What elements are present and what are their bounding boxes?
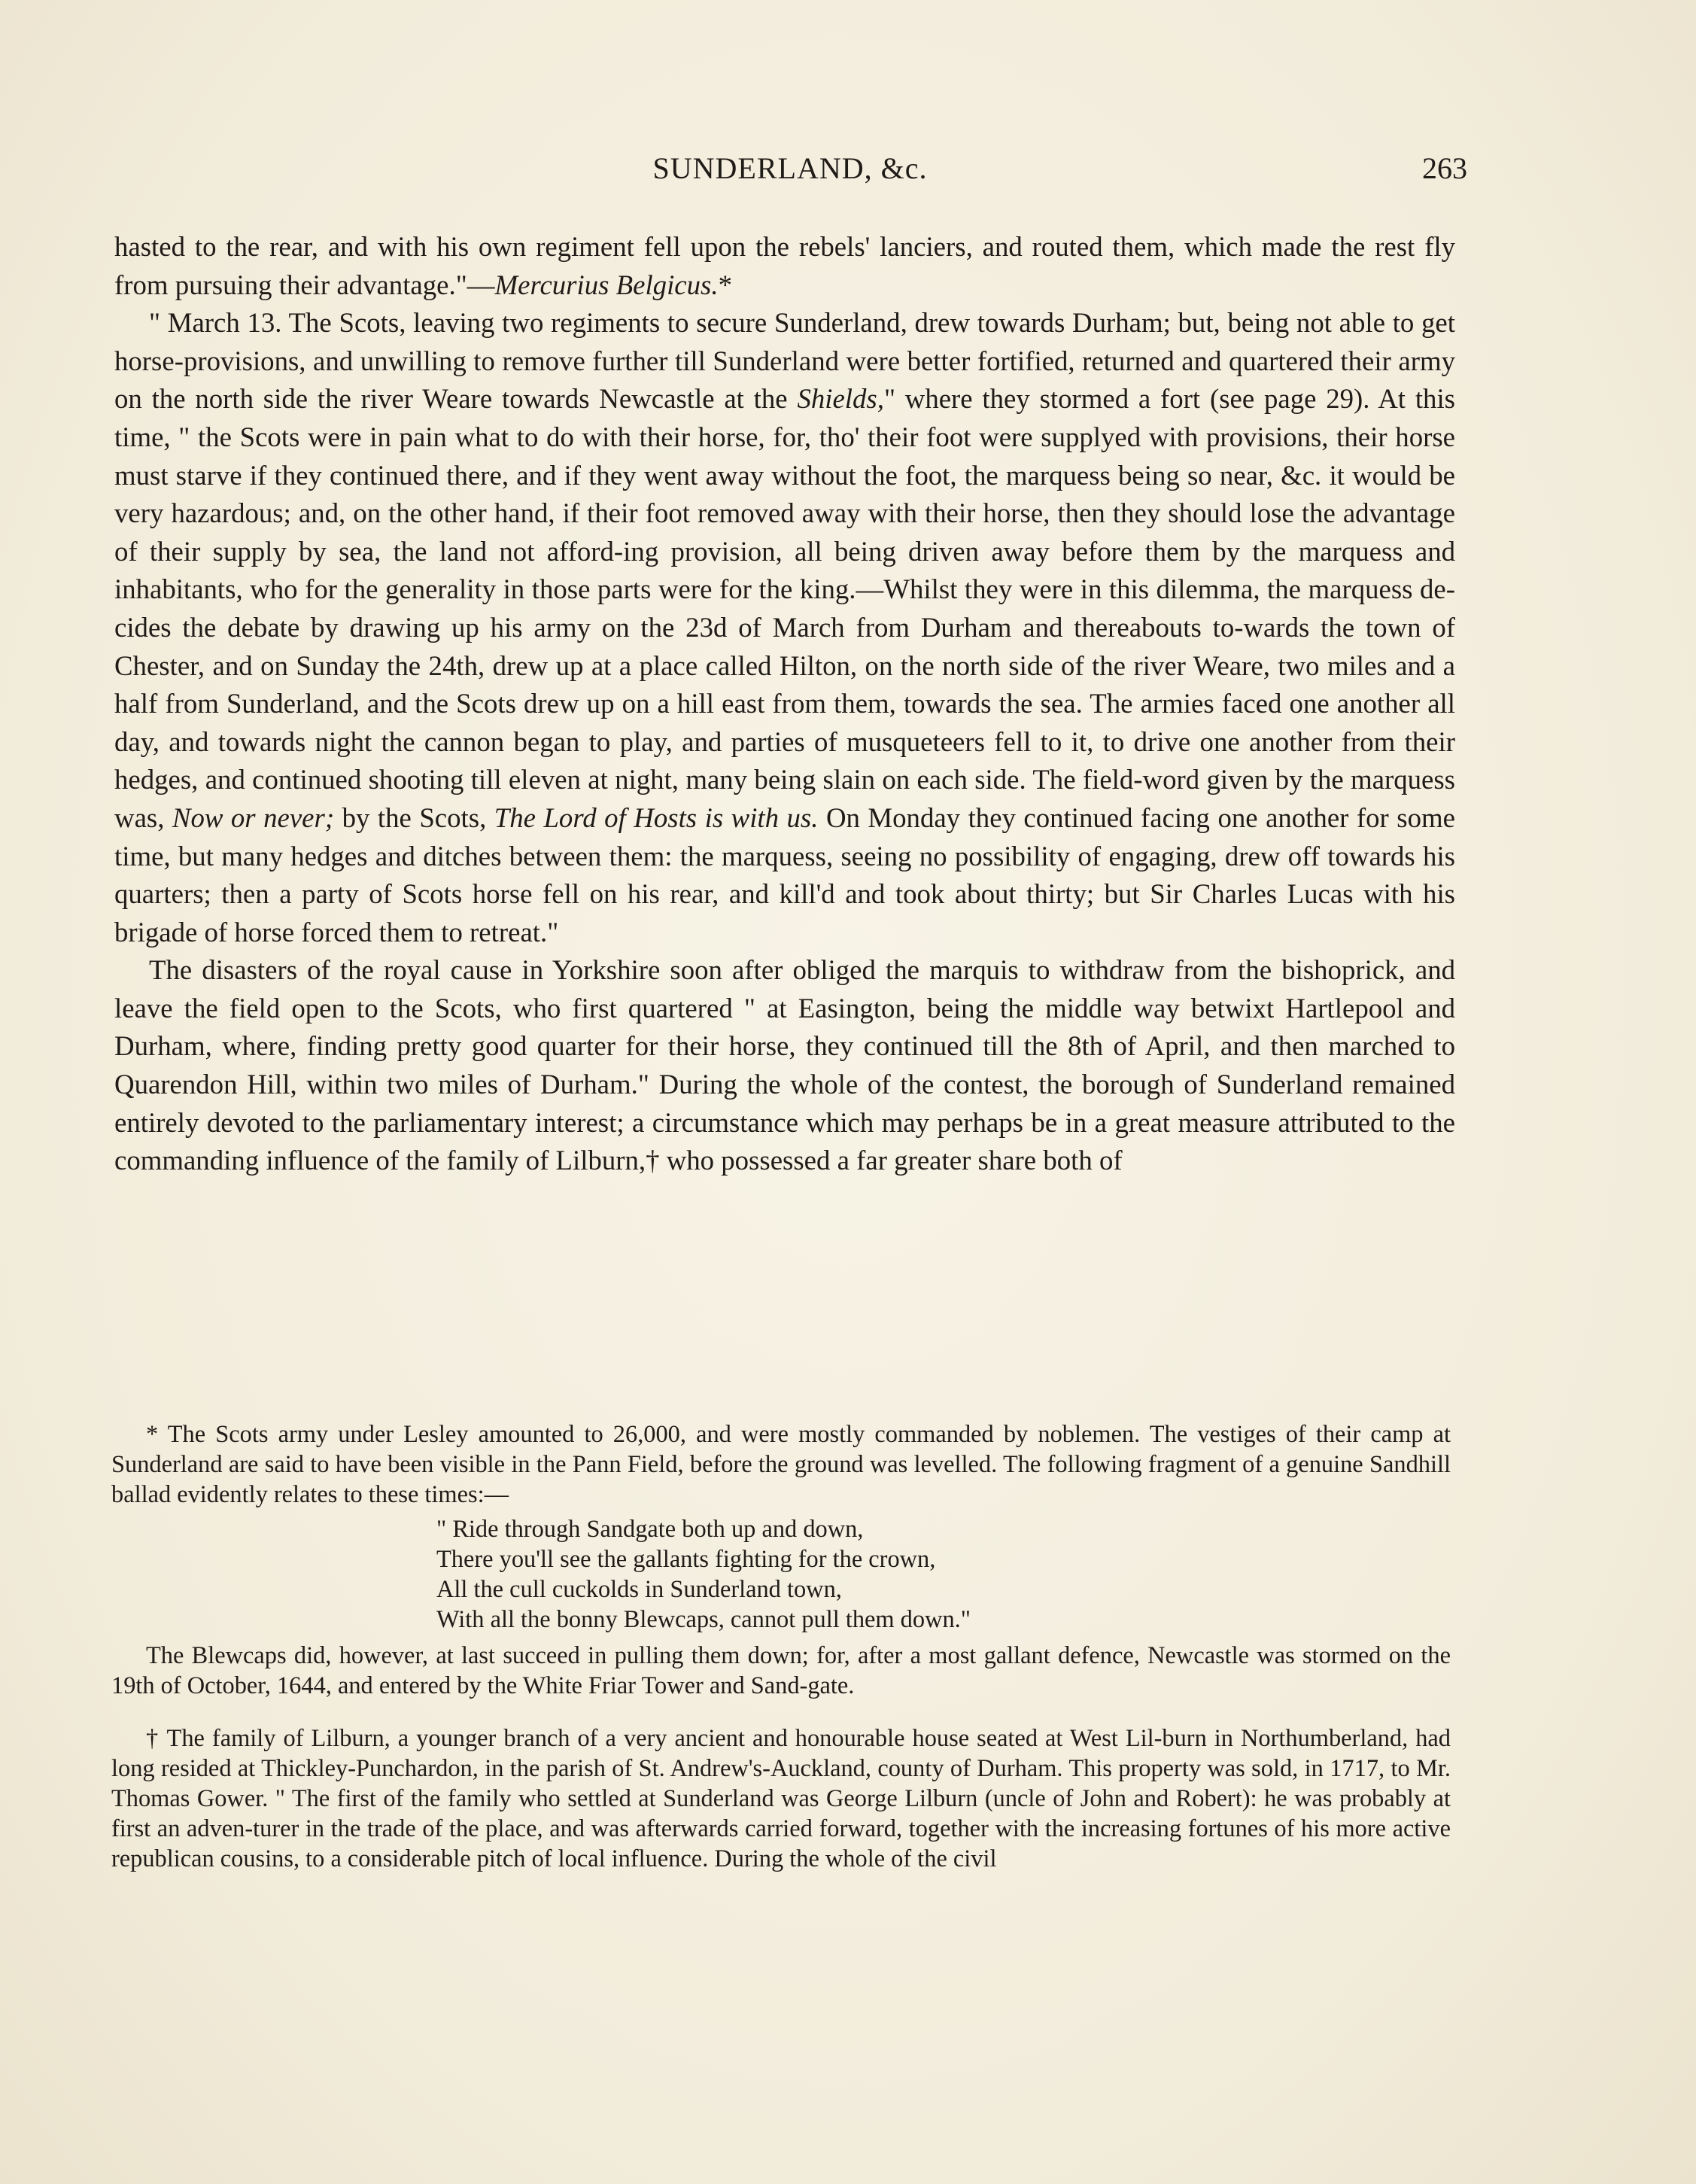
paragraph-2-text-b: " where they stormed a fort (see page 29). At this time, " the Scots were in pain what to do with their horse, for, tho' their foot were supplyed with provisions, their horse must starve if they continued there, and if they went away without the foot, the marquess being so near, &c. it would be very hazardous; and, on the other hand, if their foot removed away with their horse, then they should lose the advantage of their supply by sea, the land not afford-ing provision, all being driven away before them by the marquess and inhabitants, who for the generality in those parts were for the king.—Whilst they were in this dilemma, the marquess de-cides the debate by drawing up his army on the 23d of March from Durham and thereabouts to-wards the town of Chester, and on Sunday the 24th, drew up at a place called Hilton, on the north side of the river Weare, two miles and a half from Sunderland, and the Scots drew up on a hill east from them, towards the sea. The armies faced one another all day, and towards night the cannon began to play, and parties of musqueteers fell to it, to drive one another from their hedges, and continued shooting till eleven at night, many being slain on each side. The field-word given by the marquess was, bbox=[114, 383, 1455, 833]
paragraph-1 bbox=[114, 228, 1455, 304]
footnote-spacer bbox=[111, 1701, 1451, 1723]
footnote-1: * The Scots army under Lesley amounted to 26,000, and were mostly commanded by noblemen. The vestiges of their camp at Sunderland are said to have been visible in the Pann Field, before the ground was levelled. The following fragment of a genuine Sandhill ballad evidently relates to these times:— bbox=[111, 1421, 1451, 1508]
page-number: 263 bbox=[1422, 151, 1467, 185]
footnote-2: † The family of Lilburn, a younger branch of a very ancient and honourable house seated at West Lil-burn in Northumberland, had long resided at Thickley-Punchardon, in the parish of St. Andrew's-Auckland, county of Durham. This property was sold, in 1717, to Mr. Thomas Gower. " The first of the family who settled at Sunderland was George Lilburn (uncle of John and Robert): he was probably at first an adven-turer in the trade of the place, and was afterwards carried forward, together with the increasing fortunes of his more active republican cousins, to a considerable pitch of local influence. During the whole of the civil bbox=[111, 1725, 1451, 1872]
page-header bbox=[113, 151, 1467, 196]
paragraph-1-text: hasted to the rear, and with his own regiment fell upon the rebels' lanciers, and routed them, which made the rest fly from pursuing their advantage."— bbox=[114, 231, 1455, 300]
paragraph-2-text-d: On Monday they continued facing one another for some time, but many hedges and ditches between them: the marquess, seeing no possibility of engaging, drew off towards his quarters; then a party of Scots horse fell on his rear, and kill'd and took about thirty; but Sir Charles Lucas with his brigade of horse forced them to retreat." bbox=[114, 802, 1455, 948]
footnote-ref-star: * bbox=[718, 269, 732, 300]
field-word-scots: The Lord of Hosts is with us. bbox=[494, 802, 819, 833]
paragraph-2-text-a: " March 13. The Scots, leaving two regiments to secure Sunderland, drew towards Durham; but, being not able to get horse-provisions, and unwilling to remove further till Sunderland were better fortified, returned and quartered their army on the north side the river Weare towards Newcastle at the bbox=[114, 307, 1455, 415]
running-title: SUNDERLAND, &c. bbox=[652, 151, 928, 185]
ballad-verse bbox=[436, 1514, 1451, 1635]
paragraph-2 bbox=[114, 304, 1455, 951]
ballad-line: With all the bonny Blewcaps, cannot pull them down." bbox=[436, 1606, 971, 1633]
footnotes bbox=[111, 1419, 1451, 1874]
ballad-line: " Ride through Sandgate both up and down, bbox=[436, 1516, 864, 1543]
field-word-marquess: Now or never; bbox=[172, 802, 335, 833]
source-citation: Mercurius Belgicus. bbox=[494, 269, 719, 300]
footnote-1-continuation: The Blewcaps did, however, at last succeed in pulling them down; for, after a most gallant defence, Newcastle was stormed on the 19th of October, 1644, and entered by the White Friar Tower and Sand-gate. bbox=[111, 1642, 1451, 1699]
paragraph-3: The disasters of the royal cause in Yorkshire soon after obliged the marquis to withdraw from the bishoprick, and leave the field open to the Scots, who first quartered " at Easington, being the middle way betwixt Hartlepool and Durham, where, finding pretty good quarter for their horse, they continued till the 8th of April, and then marched to Quarendon Hill, within two miles of Durham." During the whole of the contest, the borough of Sunderland remained entirely devoted to the parliamentary interest; a circumstance which may perhaps be in a great measure attributed to the commanding influence of the family of Lilburn,† who possessed a far greater share both of bbox=[114, 954, 1455, 1176]
ballad-line: All the cull cuckolds in Sunderland town, bbox=[436, 1576, 842, 1603]
main-text bbox=[114, 228, 1455, 1180]
paragraph-2-text-c: by the Scots, bbox=[334, 802, 494, 833]
ballad-line: There you'll see the gallants fighting for the crown, bbox=[436, 1546, 936, 1573]
paragraph-2-italic-shields: Shields, bbox=[797, 383, 884, 415]
